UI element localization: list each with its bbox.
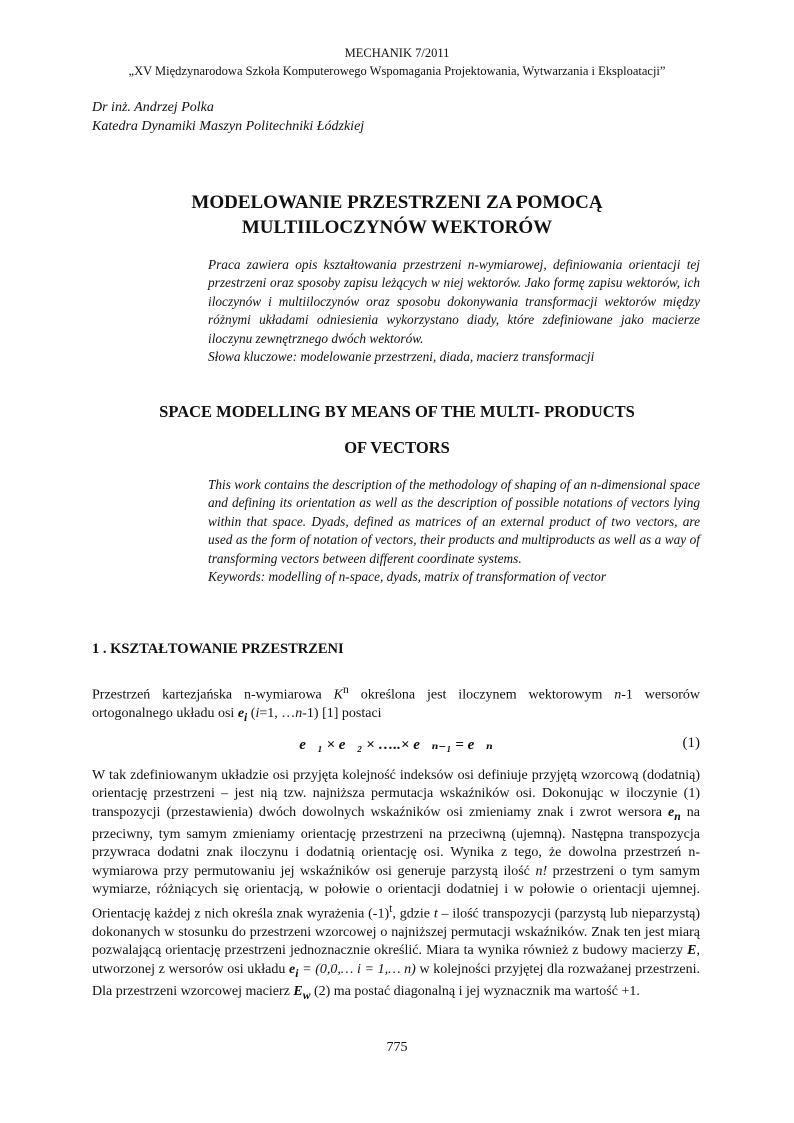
paragraph-2-text — [92, 767, 700, 1005]
title-english-line-1: SPACE MODELLING BY MEANS OF THE MULTI- PRODUCTS — [159, 402, 635, 421]
text-run: – ilość transpozycji (parzystą lub nieparzystą) dokonanych w stosunku do przestrzeni wzorcowej o najniższej permutacji wskaźników. Znak ten jest miarą pozwalającą orientację przestrzeni jednoznacznie określić. Miara ta wynika również z budowy macierzy — [92, 906, 701, 959]
matrix-ew-index: w — [302, 988, 311, 1002]
paragraph-1 — [92, 681, 700, 727]
space-symbol-exponent: n — [342, 683, 349, 696]
paragraph-2 — [92, 767, 700, 1005]
unit-vector-en-index: n — [674, 809, 681, 823]
text-run: (2) ma postać diagonalną i jej wyznacznik ma wartość +1. — [310, 983, 640, 999]
equation-1 — [92, 735, 700, 757]
journal-header: MECHANIK 7/2011 — [344, 46, 450, 60]
unit-vector-ei-value: = (0,0,… i = 1,… n) — [298, 961, 416, 977]
space-symbol: K — [333, 687, 343, 703]
text-run: Przestrzeń kartezjańska n-wymiarowa — [92, 687, 334, 703]
section-heading: 1 . KSZTAŁTOWANIE PRZESTRZENI — [92, 641, 344, 657]
variable-i: i — [255, 706, 260, 722]
text-run: -1 wersorów ortogonalnego układu osi — [92, 687, 700, 722]
text-run: w kolejności przyjętej dla rozważanej przestrzeni. Dla przestrzeni wzorcowej macierz — [92, 961, 701, 999]
title-polish — [0, 190, 794, 240]
variable-t: t — [433, 906, 438, 922]
unit-vector-ei-index: i — [295, 966, 299, 980]
matrix-ew: E — [293, 983, 303, 999]
conference-header: „XV Międzynarodowa Szkoła Komputerowego Wspomagania Projektowania, Wytwarzania i Eksploatacji” — [128, 64, 666, 78]
author-affiliation: Katedra Dynamiki Maszyn Politechniki Łódzkiej — [92, 119, 365, 134]
variable-n: n — [295, 706, 303, 722]
text-run: na przeciwny, tym samym zmieniamy orientację przestrzeni na przeciwną (ujemną). Następna transpozycja przywraca dodatni znak iloczynu i dodatnią orientację osi. Wynika z tego, że dowolna przestrzeń n-wymiarowa przy permutowaniu jej wskaźników osi generuje parzystą ilość — [92, 804, 700, 879]
text-run: przestrzeni o tym samym wymiarze, różniących się orientacją, w połowie o orientacji dodatniej i w połowie o orientacji ujemnej. Orientację każdej z nich określa znak wyrażenia (-1) — [92, 863, 700, 922]
keywords-polish: Słowa kluczowe: modelowanie przestrzeni, diada, macierz transformacji — [208, 349, 595, 365]
text-run: =1, … — [259, 706, 296, 722]
page-number: 775 — [386, 1040, 408, 1055]
text-run: W tak zdefiniowanym układzie osi przyjęta kolejność indeksów osi definiuje przyjętą wzorcową (dodatnią) orientację przestrzeni – jest nią tzw. najniższa permutacja wskaźników osi. Dokonując w iloczynie (1) transpozycji (przestawienia) dwóch dowolnych wskaźników osi zmieniamy znak i zwrot wersora — [92, 768, 700, 820]
unit-vector-ei: e — [237, 706, 245, 722]
title-polish-line-1: MODELOWANIE PRZESTRZENI ZA POMOCĄ — [191, 192, 603, 213]
abstract-english-text: This work contains the description of the methodology of shaping of an n-dimensional space and defining its orientation as well as the description of possible notations of vectors lying within that space. Dyads, defined as matrices of an external product of two vectors, are used as the form of notation of vectors, their products and multiproducts as well as a way of transforming vectors between different coordinate systems. — [208, 477, 700, 566]
abstract-polish — [208, 256, 700, 366]
matrix-e: E — [687, 943, 697, 959]
n-factorial: n! — [535, 863, 548, 879]
exponent-t: t — [389, 901, 393, 915]
author-name: Dr inż. Andrzej Polka — [92, 100, 214, 115]
unit-vector-ei: e — [289, 961, 296, 977]
equation-1-formula: e⃗₁ × e⃗₂ × …..× e⃗ₙ₋₁ = e⃗ₙ — [299, 737, 493, 753]
text-run: , utworzonej z wersorów osi układu — [92, 943, 700, 977]
text-run: -1) [1] postaci — [302, 706, 382, 722]
text-run: ( — [247, 706, 256, 722]
text-run: określona jest iloczynem wektorowym — [348, 687, 615, 703]
unit-vector-en: e — [668, 804, 675, 820]
paragraph-1-text — [92, 681, 700, 727]
equation-1-number: (1) — [682, 735, 700, 751]
abstract-english — [208, 476, 700, 586]
variable-n: n — [614, 687, 622, 703]
abstract-polish-text: Praca zawiera opis kształtowania przestrzeni n-wymiarowej, definiowania orientacji tej przestrzeni oraz sposoby zapisu leżących w niej wektorów. Jako formę zapisu wektorów, ich iloczynów i multiiloczynów oraz sposobu dokonywania transformacji wektorów między różnymi układami odniesienia wykorzystano diady, które zdefiniowane jako macierze iloczynu zewnętrznego dwóch wektorów. — [208, 257, 700, 346]
title-polish-line-2: MULTIILOCZYNÓW WEKTORÓW — [241, 217, 553, 238]
unit-vector-ei-index: i — [244, 710, 248, 724]
keywords-english: Keywords: modelling of n-space, dyads, matrix of transformation of vector — [208, 569, 607, 585]
text-run: , gdzie — [392, 906, 434, 922]
title-english-line-2: OF VECTORS — [344, 438, 450, 457]
